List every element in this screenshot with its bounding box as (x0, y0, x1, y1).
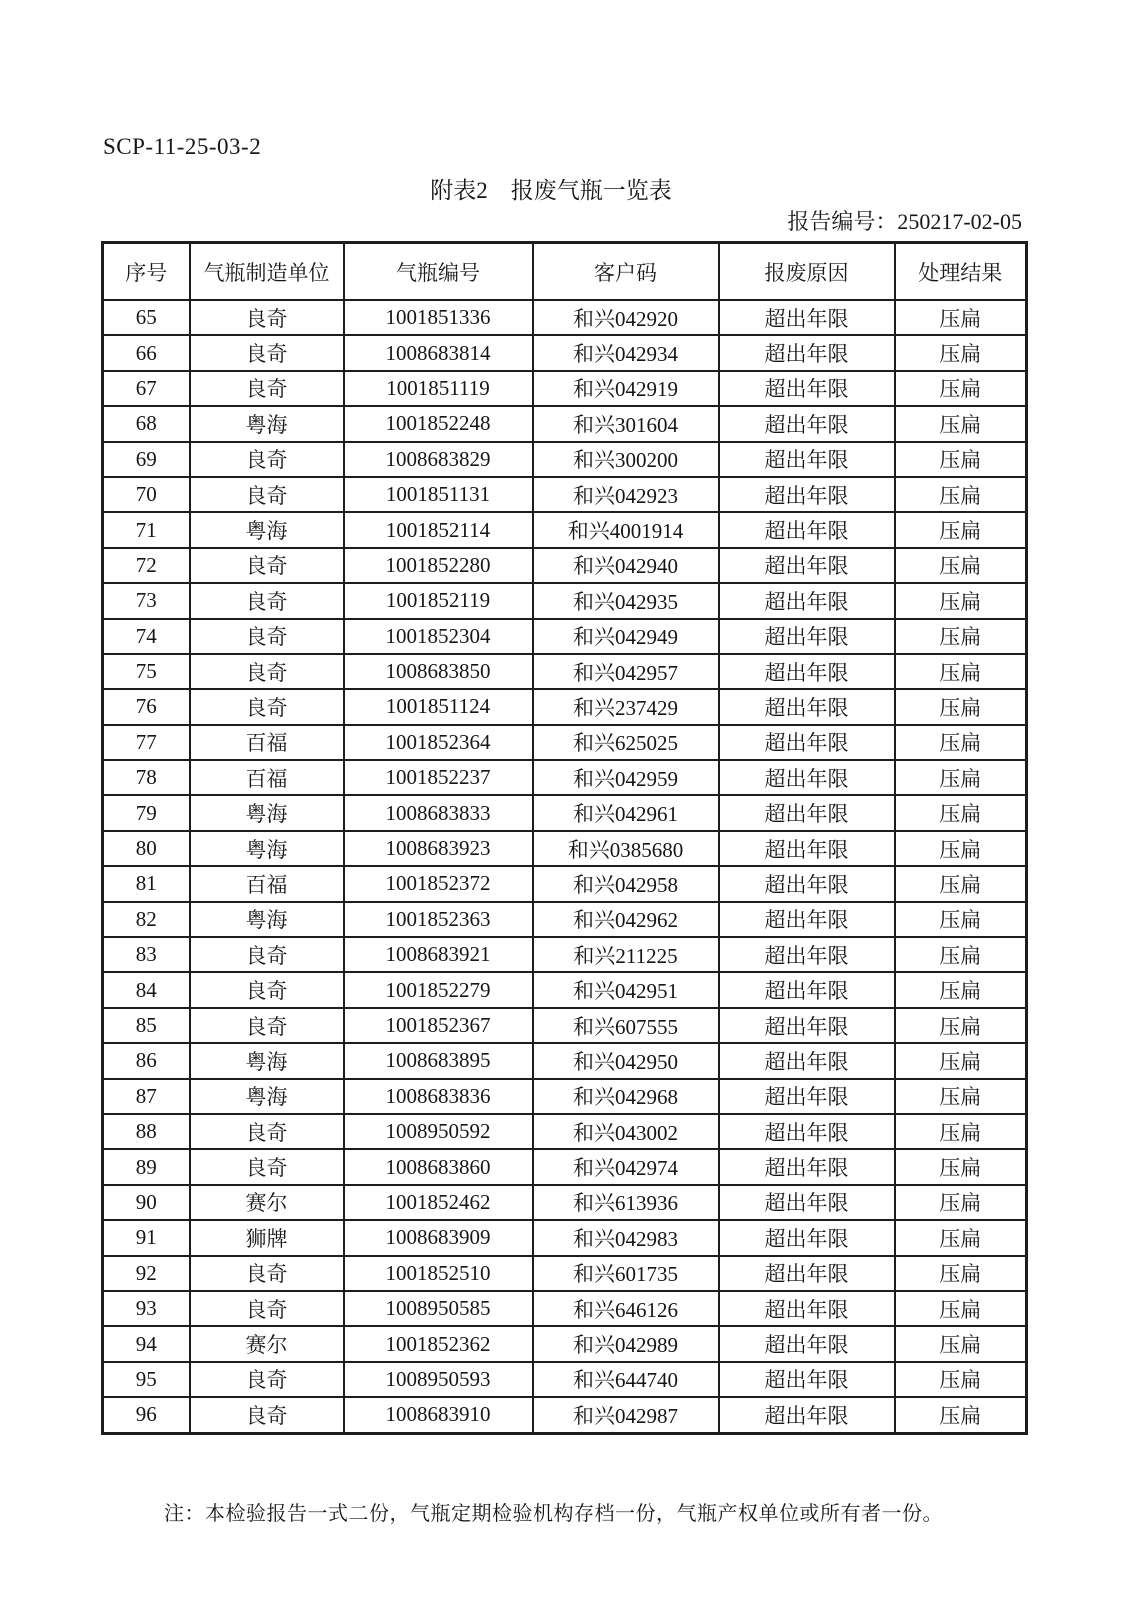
table-cell: 1001852280 (344, 548, 533, 583)
table-cell: 70 (103, 477, 190, 512)
table-cell: 超出年限 (719, 760, 895, 795)
table-cell: 压扁 (895, 406, 1027, 441)
table-row (103, 1256, 1027, 1291)
table-cell: 78 (103, 760, 190, 795)
table-cell: 和兴042957 (533, 654, 719, 689)
table-cell: 良奇 (190, 654, 344, 689)
table-cell: 良奇 (190, 972, 344, 1007)
table-cell: 和兴607555 (533, 1008, 719, 1043)
table-cell: 压扁 (895, 1008, 1027, 1043)
table-cell: 超出年限 (719, 1256, 895, 1291)
table-cell: 1001852248 (344, 406, 533, 441)
table-cell: 超出年限 (719, 371, 895, 406)
table-cell: 良奇 (190, 1256, 344, 1291)
page-title: 附表2 报废气瓶一览表 (430, 178, 672, 203)
table-cell: 超出年限 (719, 1291, 895, 1326)
table-row (103, 512, 1027, 547)
column-header: 序号 (103, 243, 190, 301)
table-cell: 粤海 (190, 1079, 344, 1114)
table-cell: 压扁 (895, 1079, 1027, 1114)
table-cell: 超出年限 (719, 654, 895, 689)
column-header: 报废原因 (719, 243, 895, 301)
table-row (103, 619, 1027, 654)
table-cell: 92 (103, 1256, 190, 1291)
table-cell: 超出年限 (719, 1008, 895, 1043)
table-cell: 超出年限 (719, 1185, 895, 1220)
table-cell: 和兴300200 (533, 442, 719, 477)
table-cell: 1001851119 (344, 371, 533, 406)
table-cell: 压扁 (895, 972, 1027, 1007)
table-cell: 良奇 (190, 371, 344, 406)
table-cell: 压扁 (895, 725, 1027, 760)
table-cell: 和兴042959 (533, 760, 719, 795)
table-cell: 72 (103, 548, 190, 583)
table-cell: 超出年限 (719, 937, 895, 972)
table-cell: 和兴301604 (533, 406, 719, 441)
table-cell: 压扁 (895, 1291, 1027, 1326)
table-cell: 良奇 (190, 583, 344, 618)
table-cell: 1008683833 (344, 795, 533, 830)
table-row (103, 1185, 1027, 1220)
table-row (103, 442, 1027, 477)
table-row (103, 406, 1027, 441)
table-cell: 粤海 (190, 1043, 344, 1078)
table-cell: 良奇 (190, 689, 344, 724)
table-cell: 良奇 (190, 300, 344, 335)
table-cell: 1001852362 (344, 1326, 533, 1361)
table-cell: 1008683814 (344, 335, 533, 370)
table-cell: 1008950592 (344, 1114, 533, 1149)
table-cell: 和兴042974 (533, 1149, 719, 1184)
table-cell: 和兴043002 (533, 1114, 719, 1149)
table-cell: 1001852363 (344, 902, 533, 937)
table-cell: 粤海 (190, 902, 344, 937)
table-cell: 压扁 (895, 548, 1027, 583)
table-cell: 79 (103, 795, 190, 830)
table-cell: 超出年限 (719, 972, 895, 1007)
table-cell: 和兴042923 (533, 477, 719, 512)
table-cell: 1008683850 (344, 654, 533, 689)
table-cell: 压扁 (895, 760, 1027, 795)
table-cell: 超出年限 (719, 1114, 895, 1149)
table-row (103, 335, 1027, 370)
table-cell: 1001852304 (344, 619, 533, 654)
table-cell: 超出年限 (719, 477, 895, 512)
table-cell: 压扁 (895, 512, 1027, 547)
table-cell: 94 (103, 1326, 190, 1361)
table-row (103, 1397, 1027, 1433)
table-cell: 超出年限 (719, 442, 895, 477)
table-cell: 1008683895 (344, 1043, 533, 1078)
table-cell: 超出年限 (719, 1220, 895, 1255)
table-cell: 87 (103, 1079, 190, 1114)
column-header: 气瓶编号 (344, 243, 533, 301)
table-cell: 超出年限 (719, 300, 895, 335)
table-cell: 超出年限 (719, 1397, 895, 1433)
table-cell: 压扁 (895, 619, 1027, 654)
table-cell: 1001852119 (344, 583, 533, 618)
table-row (103, 548, 1027, 583)
table-cell: 和兴042919 (533, 371, 719, 406)
table-cell: 1001852114 (344, 512, 533, 547)
table-cell: 77 (103, 725, 190, 760)
table-cell: 超出年限 (719, 866, 895, 901)
table-cell: 压扁 (895, 902, 1027, 937)
table-cell: 良奇 (190, 477, 344, 512)
table-cell: 压扁 (895, 300, 1027, 335)
table-cell: 88 (103, 1114, 190, 1149)
column-header: 客户码 (533, 243, 719, 301)
table-cell: 百福 (190, 866, 344, 901)
scrapped-cylinders-table (101, 241, 1028, 1435)
table-cell: 1001852367 (344, 1008, 533, 1043)
table-cell: 压扁 (895, 795, 1027, 830)
table-cell: 压扁 (895, 1043, 1027, 1078)
table-cell: 1001851124 (344, 689, 533, 724)
table-row (103, 1114, 1027, 1149)
table-cell: 超出年限 (719, 795, 895, 830)
table-row (103, 760, 1027, 795)
table-cell: 和兴237429 (533, 689, 719, 724)
table-cell: 超出年限 (719, 1326, 895, 1361)
table-cell: 和兴042934 (533, 335, 719, 370)
table-cell: 1001852372 (344, 866, 533, 901)
table-cell: 83 (103, 937, 190, 972)
table-cell: 1001852279 (344, 972, 533, 1007)
table-row (103, 795, 1027, 830)
table-cell: 76 (103, 689, 190, 724)
table-cell: 超出年限 (719, 831, 895, 866)
table-cell: 百福 (190, 725, 344, 760)
table-cell: 压扁 (895, 1397, 1027, 1433)
table-cell: 73 (103, 583, 190, 618)
table-cell: 1008683921 (344, 937, 533, 972)
table-cell: 超出年限 (719, 725, 895, 760)
table-cell: 压扁 (895, 1220, 1027, 1255)
table-cell: 1001852510 (344, 1256, 533, 1291)
table-cell: 压扁 (895, 1114, 1027, 1149)
table-cell: 1008683909 (344, 1220, 533, 1255)
table-cell: 和兴042951 (533, 972, 719, 1007)
table-cell: 和兴601735 (533, 1256, 719, 1291)
column-header: 处理结果 (895, 243, 1027, 301)
table-cell: 超出年限 (719, 1043, 895, 1078)
table-cell: 74 (103, 619, 190, 654)
table-body (103, 300, 1027, 1433)
table-cell: 1008683836 (344, 1079, 533, 1114)
table-cell: 压扁 (895, 866, 1027, 901)
table-cell: 和兴625025 (533, 725, 719, 760)
table-header-row (103, 243, 1027, 301)
table-cell: 超出年限 (719, 902, 895, 937)
table-cell: 超出年限 (719, 512, 895, 547)
table-cell: 90 (103, 1185, 190, 1220)
table-cell: 良奇 (190, 1397, 344, 1433)
report-number-value: 250217-02-05 (897, 209, 1022, 234)
table-cell: 81 (103, 866, 190, 901)
table-cell: 和兴042950 (533, 1043, 719, 1078)
table-cell: 和兴042920 (533, 300, 719, 335)
table-cell: 百福 (190, 760, 344, 795)
table-cell: 和兴042989 (533, 1326, 719, 1361)
table-cell: 69 (103, 442, 190, 477)
table-cell: 良奇 (190, 1149, 344, 1184)
report-number (101, 205, 1022, 236)
table-cell: 超出年限 (719, 406, 895, 441)
table-cell: 压扁 (895, 654, 1027, 689)
table-row (103, 583, 1027, 618)
table-cell: 超出年限 (719, 619, 895, 654)
table-row (103, 1326, 1027, 1361)
table-cell: 压扁 (895, 335, 1027, 370)
table-cell: 和兴042958 (533, 866, 719, 901)
table-cell: 67 (103, 371, 190, 406)
table-cell: 良奇 (190, 335, 344, 370)
table-cell: 压扁 (895, 1185, 1027, 1220)
table-cell: 赛尔 (190, 1185, 344, 1220)
table-cell: 压扁 (895, 1149, 1027, 1184)
table-cell: 82 (103, 902, 190, 937)
table-row (103, 1362, 1027, 1397)
table-cell: 压扁 (895, 371, 1027, 406)
table-cell: 1008683923 (344, 831, 533, 866)
table-cell: 68 (103, 406, 190, 441)
table-cell: 和兴613936 (533, 1185, 719, 1220)
table-row (103, 1291, 1027, 1326)
table-cell: 良奇 (190, 442, 344, 477)
table-cell: 和兴646126 (533, 1291, 719, 1326)
table-cell: 粤海 (190, 795, 344, 830)
table-cell: 95 (103, 1362, 190, 1397)
table-row (103, 1220, 1027, 1255)
table-cell: 1008683910 (344, 1397, 533, 1433)
table-cell: 粤海 (190, 512, 344, 547)
table-row (103, 902, 1027, 937)
table-cell: 和兴211225 (533, 937, 719, 972)
table-cell: 1001852237 (344, 760, 533, 795)
table-cell: 93 (103, 1291, 190, 1326)
table-cell: 良奇 (190, 548, 344, 583)
table-cell: 良奇 (190, 1008, 344, 1043)
table-cell: 超出年限 (719, 335, 895, 370)
table-cell: 96 (103, 1397, 190, 1433)
table-cell: 压扁 (895, 937, 1027, 972)
table-cell: 1001852364 (344, 725, 533, 760)
table-cell: 65 (103, 300, 190, 335)
table-cell: 1008683860 (344, 1149, 533, 1184)
table-row (103, 725, 1027, 760)
table-cell: 压扁 (895, 831, 1027, 866)
table-cell: 良奇 (190, 619, 344, 654)
table-row (103, 689, 1027, 724)
table-cell: 压扁 (895, 1362, 1027, 1397)
footer-note: 注：本检验报告一式二份，气瓶定期检验机构存档一份，气瓶产权单位或所有者一份。 (164, 1503, 943, 1525)
table-cell: 和兴042949 (533, 619, 719, 654)
table-cell: 和兴042968 (533, 1079, 719, 1114)
table-cell: 压扁 (895, 442, 1027, 477)
table-cell: 66 (103, 335, 190, 370)
table-row (103, 1079, 1027, 1114)
table-cell: 超出年限 (719, 689, 895, 724)
table-cell: 和兴644740 (533, 1362, 719, 1397)
table-cell: 良奇 (190, 1362, 344, 1397)
table-cell: 良奇 (190, 937, 344, 972)
table-cell: 1001851336 (344, 300, 533, 335)
table-cell: 86 (103, 1043, 190, 1078)
table-row (103, 300, 1027, 335)
table-cell: 压扁 (895, 583, 1027, 618)
table-cell: 89 (103, 1149, 190, 1184)
table-cell: 压扁 (895, 1326, 1027, 1361)
table-cell: 1008950593 (344, 1362, 533, 1397)
table-cell: 和兴042987 (533, 1397, 719, 1433)
table-cell: 75 (103, 654, 190, 689)
table-cell: 和兴4001914 (533, 512, 719, 547)
table-cell: 91 (103, 1220, 190, 1255)
table-cell: 超出年限 (719, 583, 895, 618)
table-cell: 1001851131 (344, 477, 533, 512)
table-cell: 压扁 (895, 1256, 1027, 1291)
table-row (103, 831, 1027, 866)
table-cell: 压扁 (895, 477, 1027, 512)
table-cell: 赛尔 (190, 1326, 344, 1361)
table-cell: 和兴042961 (533, 795, 719, 830)
table-cell: 1008683829 (344, 442, 533, 477)
table-cell: 粤海 (190, 406, 344, 441)
table-cell: 和兴042935 (533, 583, 719, 618)
table-cell: 71 (103, 512, 190, 547)
table-cell: 85 (103, 1008, 190, 1043)
table-cell: 80 (103, 831, 190, 866)
table-row (103, 866, 1027, 901)
table-row (103, 371, 1027, 406)
table-cell: 良奇 (190, 1114, 344, 1149)
table-cell: 1008950585 (344, 1291, 533, 1326)
table-cell: 压扁 (895, 689, 1027, 724)
table-cell: 超出年限 (719, 1362, 895, 1397)
table-cell: 超出年限 (719, 1079, 895, 1114)
doc-code: SCP-11-25-03-2 (103, 134, 262, 159)
table-cell: 和兴042962 (533, 902, 719, 937)
table-row (103, 477, 1027, 512)
table-row (103, 1043, 1027, 1078)
column-header: 气瓶制造单位 (190, 243, 344, 301)
table-cell: 狮牌 (190, 1220, 344, 1255)
table-cell: 84 (103, 972, 190, 1007)
table-cell: 和兴0385680 (533, 831, 719, 866)
table-row (103, 972, 1027, 1007)
table-row (103, 1149, 1027, 1184)
table-cell: 和兴042983 (533, 1220, 719, 1255)
table-row (103, 654, 1027, 689)
table-row (103, 1008, 1027, 1043)
table-cell: 超出年限 (719, 548, 895, 583)
table-cell: 良奇 (190, 1291, 344, 1326)
table-header (103, 243, 1027, 301)
report-number-label: 报告编号： (787, 209, 898, 234)
table-row (103, 937, 1027, 972)
table-cell: 1001852462 (344, 1185, 533, 1220)
table-cell: 超出年限 (719, 1149, 895, 1184)
table-cell: 粤海 (190, 831, 344, 866)
table-cell: 和兴042940 (533, 548, 719, 583)
